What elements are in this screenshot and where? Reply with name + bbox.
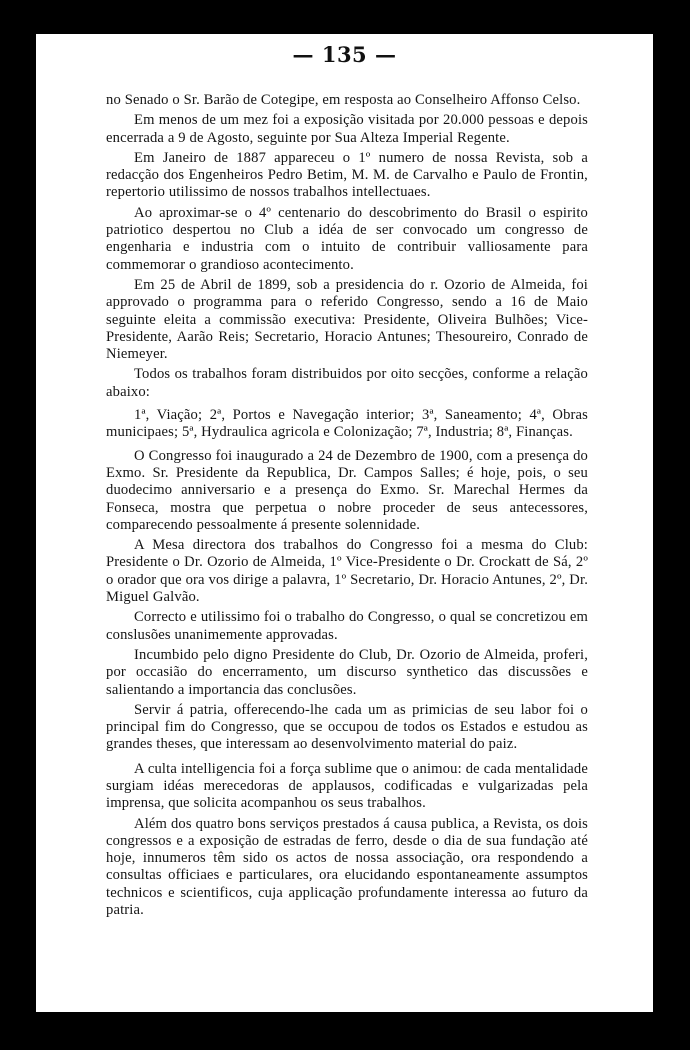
book-page [36,34,653,1012]
paragraph: Em 25 de Abril de 1899, sob a presidencia do r. Ozorio de Almeida, foi approvado o programma para o referido Congresso, sendo a 16 de Maio seguinte eleita a commissão executiva: Presidente, Oliveira Bulhões; Vice-Presidente, Aarão Reis; Secretario, Horacio Antunes; Thesoureiro, Conrado de Niemeyer. [106,276,588,363]
paragraph: Todos os trabalhos foram distribuidos por oito secções, conforme a relação abaixo: [106,366,588,400]
paragraph: A culta intelligencia foi a força sublime que o animou: de cada mentalidade surgiam idéas merecedoras de applausos, codificadas e vulgarizadas pela imprensa, que solicita acompanhou os seus trabalhos. [106,760,588,812]
paragraph: Ao aproximar-se o 4º centenario do descobrimento do Brasil o espirito patriotico despertou no Club a idéa de ser convocado um congresso de engenharia e industria com o intuito de contribuir valliosamente para commemorar o grandioso acontecimento. [106,204,588,273]
paragraph: O Congresso foi inaugurado a 24 de Dezembro de 1900, com a presença do Exmo. Sr. Presidente da Republica, Dr. Campos Salles; é hoje, pois, o seu duodecimo anniversario e a presença do Exmo. Sr. Marechal Hermes da Fonseca, mostra que perpetua o nobre proceder de seus antecessores, comparecendo pessoalmente á presente solennidade. [106,447,588,533]
paragraph: Em Janeiro de 1887 appareceu o 1º numero de nossa Revista, sob a redacção dos Engenheiros Pedro Betim, M. M. de Carvalho e Paulo de Frontin, repertorio utilissimo de nossos trabalhos intellectuaes. [106,149,588,201]
paragraph: Servir á patria, offerecendo-lhe cada um as primicias de seu labor foi o principal fim do Congresso, que se occupou de todos os Estados e estudou as grandes theses, que interessam ao desenvolvimento material do paiz. [106,701,588,753]
page-body [106,92,588,922]
paragraph: Além dos quatro bons serviços prestados á causa publica, a Revista, os dois congressos e a exposição de estradas de ferro, desde o dia de sua fundação até hoje, innumeros têm sido os actos de nossa associação, ora respondendo a consultas officiaes e particulares, ora elucidando espontaneamente assumptos technicos e scientificos, cuja applicação profundamente interessa ao futuro da patria. [106,815,588,919]
paragraph: Em menos de um mez foi a exposição visitada por 20.000 pessoas e depois encerrada a 9 de Agosto, seguinte por Sua Alteza Imperial Regente. [106,112,588,146]
paragraph: Correcto e utilissimo foi o trabalho do Congresso, o qual se concretizou em conslusões unanimemente approvadas. [106,609,588,643]
sections-list: 1ª, Viação; 2ª, Portos e Navegação interior; 3ª, Saneamento; 4ª, Obras municipaes; 5ª, Hydraulica agricola e Colonização; 7ª, Industria; 8ª, Finanças. [106,407,588,441]
paragraph: A Mesa directora dos trabalhos do Congresso foi a mesma do Club: Presidente o Dr. Ozorio de Almeida, 1º Vice-Presidente o Dr. Crockatt de Sá, 2º o orador que ora vos dirige a palavra, 1º Secretario, Dr. Horacio Antunes, 2º, Dr. Miguel Galvão. [106,537,588,606]
paragraph: no Senado o Sr. Barão de Cotegipe, em resposta ao Conselheiro Affonso Celso. [106,92,581,108]
paragraph: Incumbido pelo digno Presidente do Club, Dr. Ozorio de Almeida, proferi, por occasião do encerramento, um discurso synthetico das discussões e salientando a importancia das conclusões. [106,646,588,698]
page-number: — 135 — [292,42,397,67]
